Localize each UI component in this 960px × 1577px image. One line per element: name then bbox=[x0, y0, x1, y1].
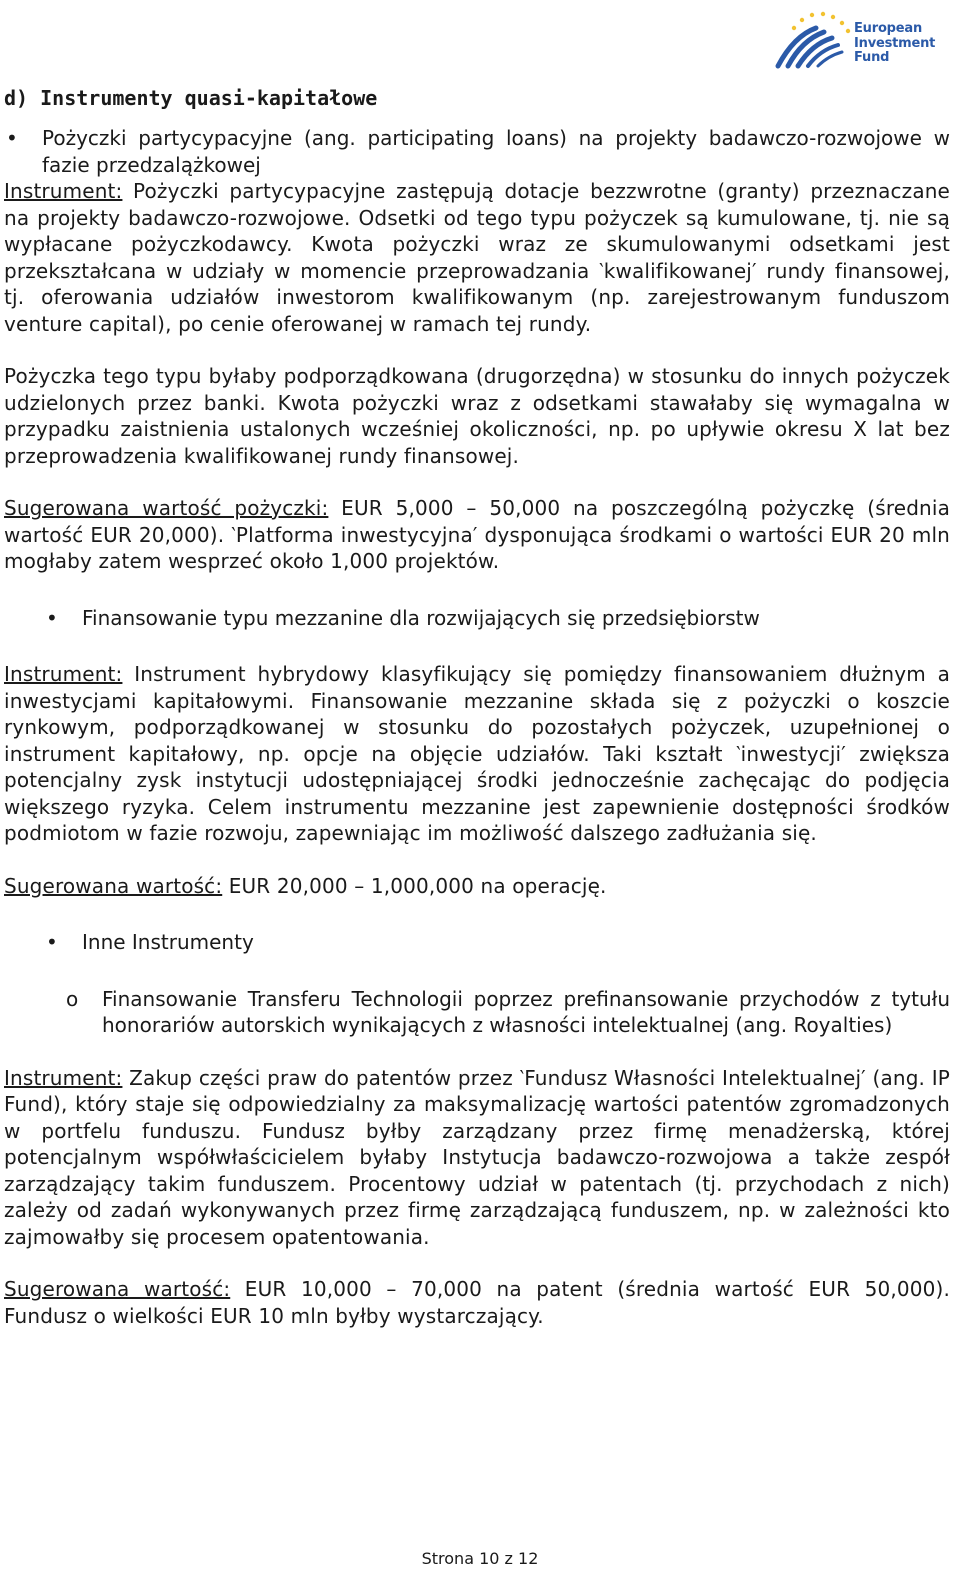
bullet-participating-loans bbox=[4, 125, 950, 178]
page-number: Strona 10 z 12 bbox=[421, 1549, 539, 1568]
suggested-value-text: EUR 20,000 – 1,000,000 na operację. bbox=[222, 873, 607, 898]
instrument-paragraph-1 bbox=[4, 178, 950, 337]
instrument-label: Instrument: bbox=[4, 179, 123, 203]
loan-subordination-paragraph: Pożyczka tego typu byłaby podporządkowana (drugorzędna) w stosunku do innych pożyczek udzielonych przez banki. Kwota pożyczki wraz z odsetkami stawałaby się wymagalna w przypadku zaistnienia ustalonych wcześniej okoliczności, np. po upływie okresu X lat bez przeprowadzenia kwalifikowanej rundy finansowej. bbox=[4, 364, 950, 468]
suggested-value-text: EUR 5,000 – 50,000 na poszczególną pożyczkę (średnia wartość EUR 20,000). ‵Platforma inwestycyjna′ dysponująca środkami o wartości EUR 20 mln mogłaby zatem wesprzeć około 1,000 projektów. bbox=[4, 496, 950, 573]
logo-line-european: European bbox=[854, 21, 923, 36]
bullet-dot: • bbox=[46, 605, 58, 630]
eif-logo bbox=[772, 8, 942, 70]
sub-bullet-technology-transfer bbox=[4, 986, 950, 1039]
sub-bullet-text: Finansowanie Transferu Technologii poprzez prefinansowanie przychodów z tytułu honorariów autorskich wynikających z własności intelektualnej (ang. Royalties) bbox=[102, 986, 950, 1037]
document-body bbox=[4, 84, 950, 1329]
logo-line-investment: Investment bbox=[854, 35, 936, 51]
logo-line-fund: Fund bbox=[854, 50, 890, 65]
bullet-mezzanine bbox=[4, 605, 950, 632]
bullet-other-instruments bbox=[4, 929, 950, 956]
bullet-text: Pożyczki partycypacyjne (ang. participating loans) na projekty badawczo-rozwojowe w fazie przedzalążkowej bbox=[42, 126, 950, 177]
instrument-text: Zakup części praw do patentów przez ‵Fundusz Własności Intelektualnej′ (ang. IP Fund), który staje się odpowiedzialny za maksymalizację wartości patentów zgromadzonych w portfelu funduszu. Fundusz byłby zarządzany przez firmę menadżerską, której potencjalnym współwłaścicielem byłaby Instytucja badawczo-rozwojowa a także zespół zarządzający takim funduszem. Procentowy udział w patentach (tj. przychodach z nich) zależy od zadań wykonywanych przez firmę zarządzającą funduszem, np. w zależności kto zajmowałby się procesem opatentowania. bbox=[4, 1065, 950, 1249]
section-heading: d) Instrumenty quasi-kapitałowe bbox=[4, 86, 378, 110]
suggested-value-text: EUR 10,000 – 70,000 na patent (średnia wartość EUR 50,000). Fundusz o wielkości EUR 10 mln byłby wystarczający. bbox=[4, 1277, 950, 1328]
bullet-text: Finansowanie typu mezzanine dla rozwijających się przedsiębiorstw bbox=[82, 605, 760, 630]
suggested-value-label: Sugerowana wartość pożyczki: bbox=[4, 496, 329, 520]
suggested-value-paragraph-1 bbox=[4, 495, 950, 575]
bullet-text: Inne Instrumenty bbox=[82, 930, 254, 954]
bullet-dot: • bbox=[6, 126, 18, 150]
instrument-label: Instrument: bbox=[4, 1065, 123, 1090]
sub-bullet-circle: o bbox=[66, 986, 79, 1011]
instrument-paragraph-2 bbox=[4, 661, 950, 847]
instrument-paragraph-3 bbox=[4, 1065, 950, 1251]
eif-logo-icon bbox=[772, 8, 856, 70]
bullet-dot: • bbox=[46, 930, 58, 954]
suggested-value-paragraph-2 bbox=[4, 873, 950, 900]
instrument-label: Instrument: bbox=[4, 662, 123, 686]
suggested-value-label: Sugerowana wartość: bbox=[4, 1277, 231, 1301]
eif-logo-text bbox=[854, 22, 935, 66]
suggested-value-paragraph-3 bbox=[4, 1276, 950, 1329]
suggested-value-label: Sugerowana wartość: bbox=[4, 873, 223, 898]
instrument-text: Pożyczki partycypacyjne zastępują dotacje bezzwrotne (granty) przeznaczane na projekty badawczo-rozwojowe. Odsetki od tego typu pożyczek są kumulowane, tj. nie są wypłacane pożyczkodawcy. Kwota pożyczki wraz ze skumulowanymi odsetkami jest przekształcana w udziały w momencie przeprowadzania ‵kwalifikowanej′ rundy finansowej, tj. oferowania udziałów inwestorom kwalifikowanym (np. zarejestrowanym funduszom venture capital), po cenie oferowanej w ramach tej rundy. bbox=[4, 179, 950, 336]
instrument-text: Instrument hybrydowy klasyfikujący się pomiędzy finansowaniem dłużnym a inwestycjami kapitałowymi. Finansowanie mezzanine składa się z pożyczki o koszcie rynkowym, podporządkowanej w stosunku do pozostałych pożyczek, uzupełnionej o instrument kapitałowy, np. opcje na objęcie udziałów. Taki kształt ‵inwestycji′ zwiększa potencjalny zysk instytucji udostępniającej środki jednocześnie zachęcając do podjęcia większego ryzyka. Celem instrumentu mezzanine jest zapewnienie dostępności środków podmiotom w fazie rozwoju, zapewniając im możliwość dalszego zadłużania się. bbox=[4, 662, 950, 845]
